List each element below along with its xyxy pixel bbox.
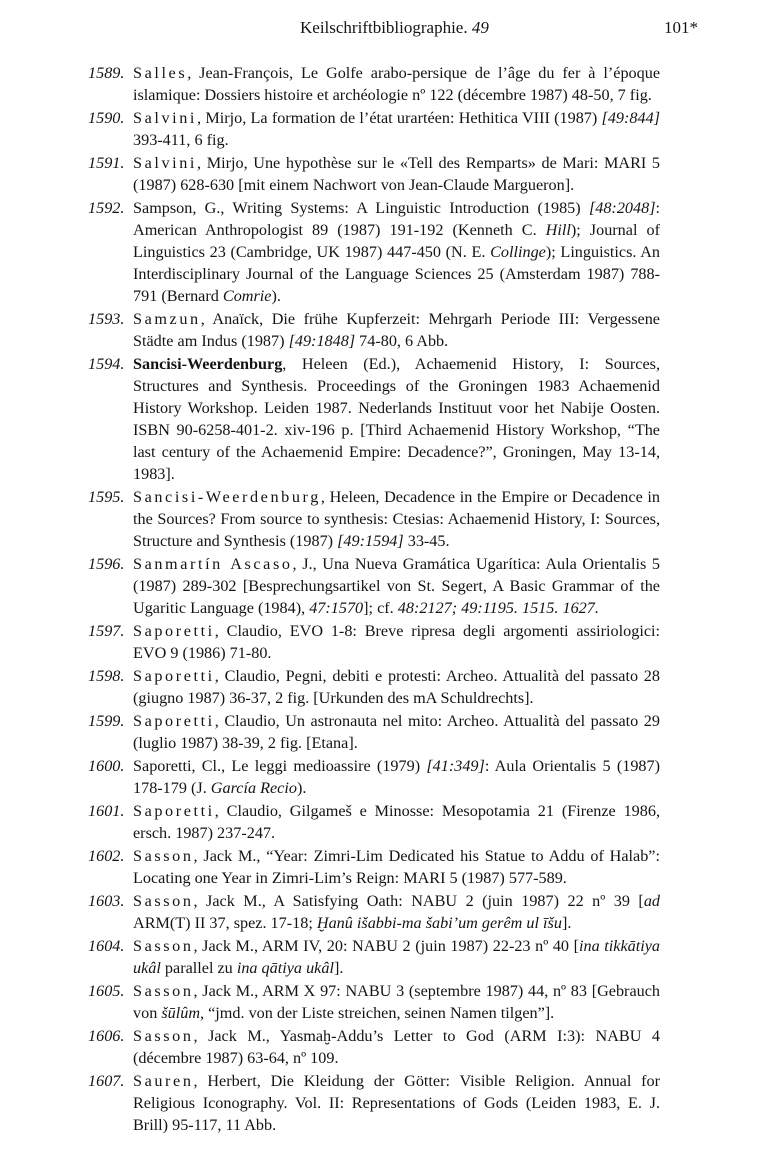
entry-number: 1596.	[88, 555, 125, 573]
bibliography-entry	[0, 197, 660, 307]
author-name: Sauren	[133, 1072, 194, 1090]
bibliography-entry	[0, 353, 660, 485]
entry-number: 1594.	[88, 355, 125, 373]
entry-number: 1600.	[88, 757, 125, 775]
entry-text: ]; cf.	[363, 599, 398, 617]
bibliography-entry	[0, 152, 660, 196]
bibliography-entry	[0, 107, 660, 151]
entry-text: ARM(T) II 37, spez. 17-18;	[133, 914, 317, 932]
author-name: Saporetti	[133, 667, 215, 685]
bibliography-entry	[0, 1025, 660, 1069]
entry-number: 1604.	[88, 937, 125, 955]
entry-text: , Claudio, Gilgameš e Minosse: Mesopotamia 21 (Firenze 1986, ersch. 1987) 237-247.	[133, 802, 660, 842]
entry-text: , Claudio, Un astronauta nel mito: Archeo. Attualità del passato 29 (luglio 1987) 38-39, 2 fig. [Etana].	[133, 712, 660, 752]
entry-number: 1595.	[88, 488, 125, 506]
entry-text: , Jack M., ARM X 97: NABU 3 (septembre 1987) 44, nº 83 [Gebrauch von	[133, 982, 660, 1022]
author-name: Salvini	[133, 109, 198, 127]
author-name: Sanmartín Ascaso	[133, 555, 293, 573]
entry-text: , “jmd. von der Liste streichen, seinen Namen tilgen”].	[200, 1004, 555, 1022]
entry-text: , Jean-François, Le Golfe arabo-persique de l’âge du fer à l’époque islamique: Dossiers histoire et archéologie nº 122 (décembre 1987) 48-50, 7 fig.	[133, 64, 660, 104]
author-name: Saporetti	[133, 802, 215, 820]
entry-italic-text: ina qātiya ukâl	[236, 959, 334, 977]
entry-italic-text: ina tikkātiya ukâl	[133, 937, 660, 977]
entry-text: ); Journal of Linguistics 23 (Cambridge, UK 1987) 447-450 (N. E.	[133, 221, 660, 261]
author-name: Sasson	[133, 937, 194, 955]
entry-italic-text: [49:844]	[601, 109, 660, 127]
entry-number: 1592.	[88, 199, 125, 217]
entry-italic-text: 47:1570	[309, 599, 364, 617]
bibliography-entry	[0, 665, 660, 709]
entry-text: Sampson, G., Writing Systems: A Linguistic Introduction (1985)	[133, 199, 589, 217]
page-number: 101*	[664, 18, 698, 37]
entry-number: 1603.	[88, 892, 125, 910]
entry-number: 1599.	[88, 712, 125, 730]
entry-text: ].	[561, 914, 572, 932]
entry-text: ); Linguistics. An Interdisciplinary Journal of the Language Sciences 25 (Amsterdam 1987) 788-791 (Bernard	[133, 243, 660, 305]
author-name: Saporetti	[133, 622, 215, 640]
entry-text: , Jack M., ARM IV, 20: NABU 2 (juin 1987) 22-23 nº 40 [	[193, 937, 579, 955]
bibliography-entry	[0, 1070, 660, 1136]
entry-text: ).	[296, 779, 307, 797]
bibliography-entry	[0, 308, 660, 352]
author-name: Sasson	[133, 892, 194, 910]
bibliography-entry	[0, 553, 660, 619]
entry-text: : American Anthropologist 89 (1987) 191-192 (Kenneth C.	[133, 199, 660, 239]
entry-text: , Claudio, EVO 1-8: Breve ripresa degli argomenti assiriologici: EVO 9 (1986) 71-80.	[133, 622, 660, 662]
bibliography-entry	[0, 62, 660, 106]
entry-number: 1589.	[88, 64, 125, 82]
bibliography-entry	[0, 710, 660, 754]
entry-italic-text: Comrie	[222, 287, 272, 305]
entry-number: 1590.	[88, 109, 125, 127]
author-name: Sancisi-Weerdenburg	[133, 355, 283, 373]
bibliography-entry	[0, 800, 660, 844]
entry-italic-text: [49:1848]	[288, 332, 356, 350]
entry-text: 74-80, 6 Abb.	[355, 332, 449, 350]
entry-text: , Mirjo, Une hypothèse sur le «Tell des Remparts» de Mari: MARI 5 (1987) 628-630 [mit einem Nachwort von Jean-Claude Margueron].	[133, 154, 660, 194]
entry-number: 1598.	[88, 667, 125, 685]
author-name: Salvini	[133, 154, 198, 172]
bibliography-entry	[0, 890, 660, 934]
author-name: Sasson	[133, 847, 194, 865]
author-name: Salles	[133, 64, 188, 82]
bibliography-entry	[0, 486, 660, 552]
entry-number: 1605.	[88, 982, 125, 1000]
entry-italic-text: šūlûm	[161, 1004, 201, 1022]
entry-italic-text: García Recio	[210, 779, 297, 797]
entry-text: : Aula Orientalis 5 (1987) 178-179 (J.	[133, 757, 660, 797]
entry-text: 393-411, 6 fig.	[133, 131, 229, 149]
entry-text: , Jack M., A Satisfying Oath: NABU 2 (juin 1987) 22 nº 39 [	[193, 892, 644, 910]
entry-italic-text: [41:349]	[426, 757, 485, 775]
volume-number: 49	[471, 18, 489, 37]
entry-number: 1606.	[88, 1027, 125, 1045]
bibliography-entry	[0, 620, 660, 664]
entry-italic-text: ad	[643, 892, 660, 910]
entry-text: , Mirjo, La formation de l’état urartéen: Hethitica VIII (1987)	[197, 109, 602, 127]
author-name: Samzun	[133, 310, 201, 328]
entry-text: , J., Una Nueva Gramática Ugarítica: Aula Orientalis 5 (1987) 289-302 [Besprechungsartikel von St. Segert, A Basic Grammar of the Ugaritic Language (1984),	[133, 555, 661, 617]
entry-text: , Anaïck, Die frühe Kupferzeit: Mehrgarh Periode III: Vergessene Städte am Indus (1987)	[133, 310, 660, 350]
author-name: Sasson	[133, 982, 194, 1000]
entry-number: 1601.	[88, 802, 125, 820]
entry-text: , Jack M., “Year: Zimri-Lim Dedicated his Statue to Addu of Halab”: Locating one Year in Zimri-Lim’s Reign: MARI 5 (1987) 577-589.	[133, 847, 660, 887]
entry-text: Saporetti, Cl., Le leggi medioassire (1979)	[133, 757, 427, 775]
entry-text: ].	[333, 959, 344, 977]
running-header	[0, 18, 760, 44]
bibliography-entry	[0, 980, 660, 1024]
entry-text: parallel zu	[160, 959, 237, 977]
entry-italic-text: Collinge	[490, 243, 546, 261]
entry-italic-text: 48:2127; 49:1195. 1515. 1627.	[397, 599, 599, 617]
entry-text: , Jack M., Yasmaḫ-Addu’s Letter to God (ARM I:3): NABU 4 (décembre 1987) 63-64, nº 109.	[133, 1027, 660, 1067]
entry-text: , Herbert, Die Kleidung der Götter: Visible Religion. Annual for Religious Iconography. Vol. II: Representations of Gods (Leiden 1983, E. J. Brill) 95-117, 11 Abb.	[133, 1072, 660, 1134]
author-name: Saporetti	[133, 712, 215, 730]
entry-number: 1591.	[88, 154, 125, 172]
entry-italic-text: [49:1594]	[337, 532, 404, 550]
entry-italic-text: [48:2048]	[588, 199, 656, 217]
entry-number: 1597.	[88, 622, 125, 640]
bibliography-entry	[0, 935, 660, 979]
entry-italic-text: Hill	[545, 221, 571, 239]
running-title	[300, 18, 489, 38]
running-title-text: Keilschriftbibliographie.	[300, 18, 468, 37]
bibliography-entry	[0, 845, 660, 889]
entry-number: 1593.	[88, 310, 125, 328]
entry-text: , Heleen, Decadence in the Empire or Decadence in the Sources? From source to synthesis: Ctesias: Achaemenid History, I: Sources, Structure and Synthesis (1987)	[133, 488, 660, 550]
entry-italic-text: Ḫanû išabbi-ma šabi’um gerêm ul īšu	[316, 914, 562, 932]
author-name: Sancisi-Weerdenburg	[133, 488, 321, 506]
entry-text: 33-45.	[403, 532, 450, 550]
author-name: Sasson	[133, 1027, 194, 1045]
entry-number: 1607.	[88, 1072, 125, 1090]
bibliography-list	[0, 62, 760, 1137]
entry-number: 1602.	[88, 847, 125, 865]
entry-text: , Claudio, Pegni, debiti e protesti: Archeo. Attualità del passato 28 (giugno 1987) 36-37, 2 fig. [Urkunden des mA Schuldrechts].	[133, 667, 660, 707]
entry-text: ).	[271, 287, 281, 305]
entry-text: , Heleen (Ed.), Achaemenid History, I: Sources, Structures and Synthesis. Proceedings of the Groningen 1983 Achaemenid History Workshop. Leiden 1987. Nederlands Instituut voor het Nabije Oosten. ISBN 90-6258-401-2. xiv-196 p. [Third Achaemenid History Workshop, “The last century of the Achaemenid Empire: Decadence?”, Groningen, May 13-14, 1983].	[133, 355, 660, 483]
bibliography-entry	[0, 755, 660, 799]
